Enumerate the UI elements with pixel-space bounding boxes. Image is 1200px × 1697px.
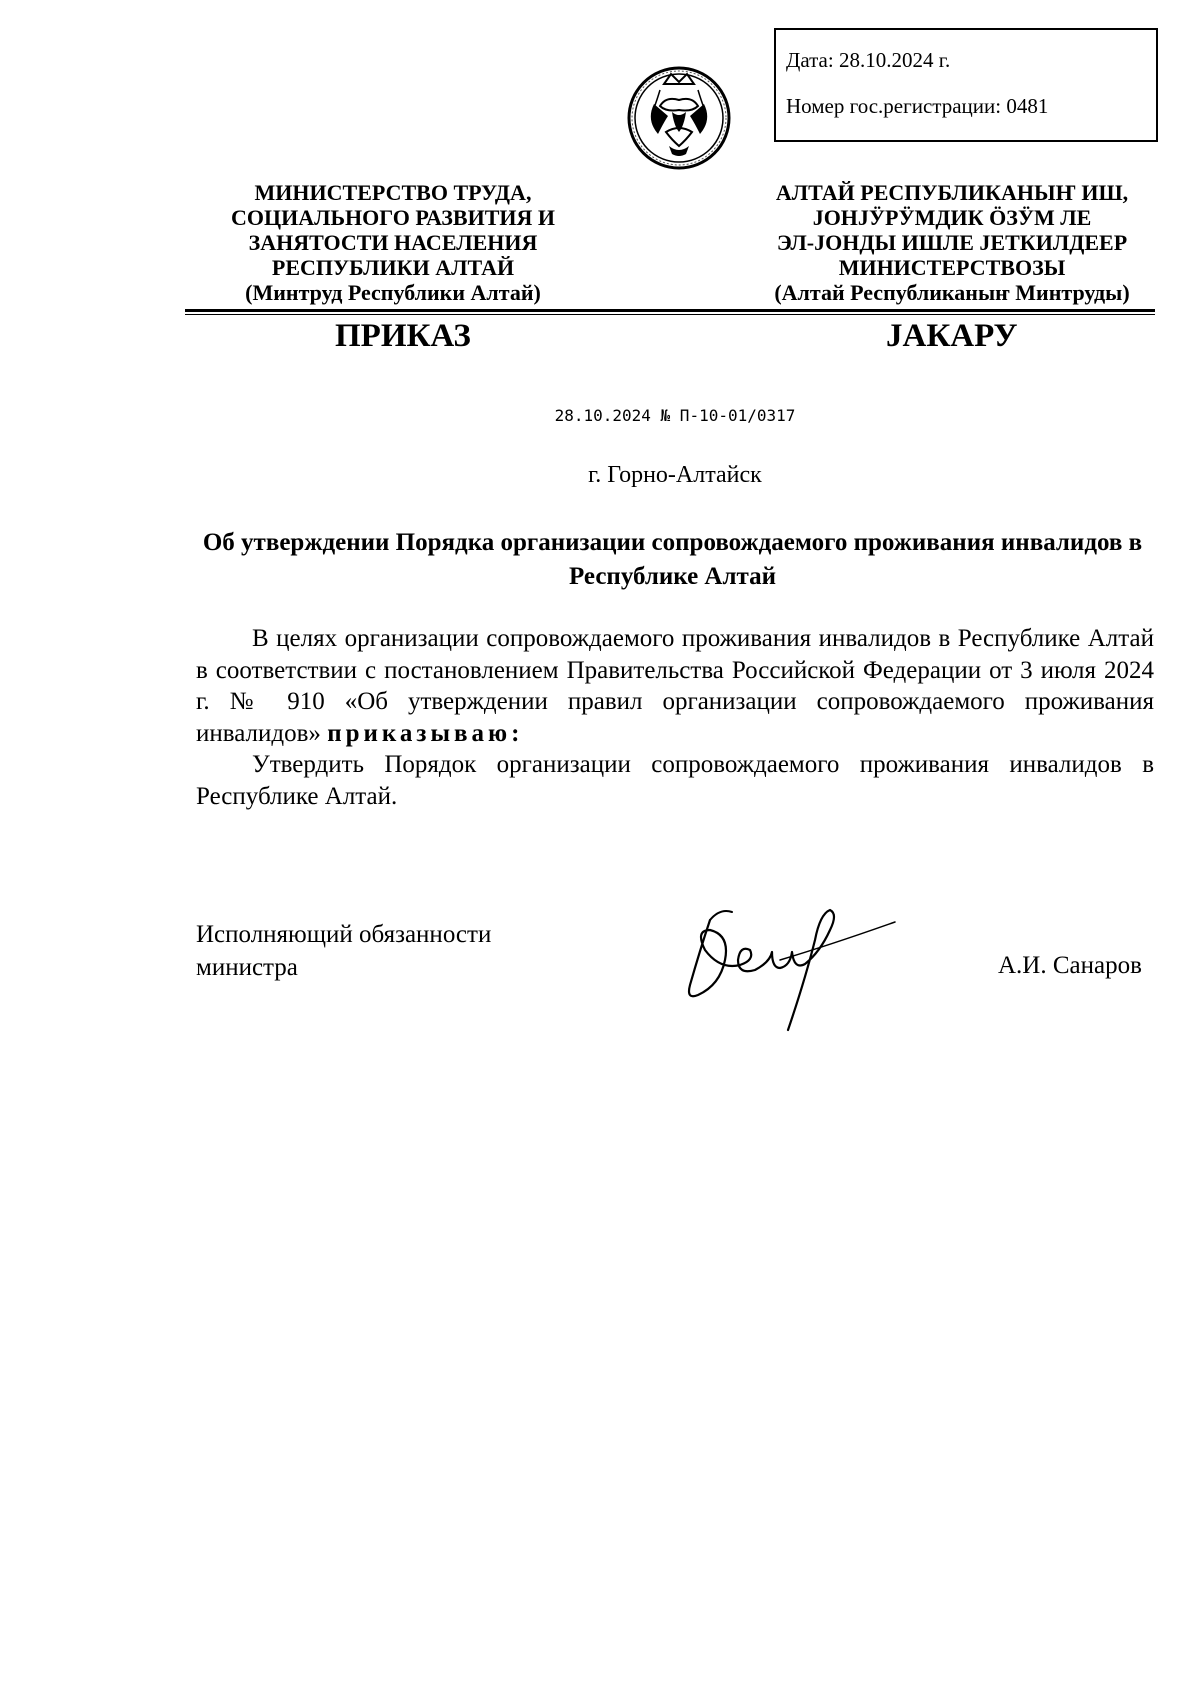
- order-title-altai: JАКАРУ: [886, 318, 1018, 354]
- signatory-position-line: Исполняющий обязанности: [196, 921, 492, 948]
- body-paragraph: [196, 623, 1154, 749]
- document-body: [196, 623, 1154, 812]
- document-subject: Об утверждении Порядка организации сопровождаемого проживания инвалидов в Республике Алтай: [202, 529, 1143, 590]
- coat-of-arms-emblem-icon: [624, 62, 734, 174]
- registration-number-label: Номер гос.регистрации: [786, 94, 996, 118]
- registration-box: [774, 28, 1158, 142]
- document-number: 28.10.2024 № П-10-01/0317: [554, 406, 796, 425]
- ministry-short-name-ru: (Минтруд Республики Алтай): [245, 280, 541, 305]
- signatory-name: А.И. Санаров: [998, 952, 1142, 979]
- body-paragraph: Утвердить Порядок организации сопровождаемого проживания инвалидов в Республике Алтай.: [196, 751, 1154, 810]
- ministry-name-ru-line: СОЦИАЛЬНОГО РАЗВИТИЯ И: [231, 205, 555, 230]
- registration-date-label: Дата: [786, 48, 828, 72]
- order-title-russian: ПРИКАЗ: [335, 318, 471, 354]
- ministry-name-altai: [752, 180, 1152, 305]
- ministry-name-alt-line: JОНJӰРӰМДИК ӦЗӰМ ЛЕ: [812, 205, 1092, 230]
- ministry-name-ru-line: МИНИСТЕРСТВО ТРУДА,: [254, 180, 532, 205]
- order-directive: приказываю:: [327, 719, 524, 747]
- handwritten-signature-icon: [680, 890, 910, 1050]
- ministry-name-ru-line: ЗАНЯТОСТИ НАСЕЛЕНИЯ: [248, 230, 538, 255]
- registration-date-value: : 28.10.2024 г.: [827, 48, 951, 72]
- document-city: г. Горно-Алтайск: [588, 462, 762, 488]
- ministry-name-alt-line: ЭЛ-JОНДЫ ИШЛЕ JЕТКИЛДЕЕР: [776, 230, 1128, 255]
- header-divider-thick: [185, 309, 1155, 312]
- ministry-name-russian: [212, 180, 574, 305]
- ministry-name-alt-line: МИНИСТЕРСТВОЗЫ: [838, 255, 1066, 280]
- signatory-position-line: министра: [196, 954, 298, 981]
- signatory-position: [196, 918, 491, 984]
- header-divider-thin: [185, 314, 1155, 315]
- ministry-name-ru-line: РЕСПУБЛИКИ АЛТАЙ: [271, 255, 515, 280]
- registration-number: [786, 94, 1048, 119]
- body-paragraph-text: В целях организации сопровождаемого проживания инвалидов в Республике Алтай в соответствии с постановлением Правительства Российской Федерации от 3 июля 2024 г. № 910 «Об утверждении правил организации сопровождаемого проживания инвалидов»: [196, 625, 1154, 747]
- ministry-name-alt-line: АЛТАЙ РЕСПУБЛИКАНЫҤ ИШ,: [775, 180, 1129, 205]
- registration-number-value: : 0481: [995, 94, 1049, 118]
- ministry-short-name-alt: (Алтай Республиканыҥ Минтруды): [774, 280, 1130, 305]
- registration-date: [786, 48, 950, 73]
